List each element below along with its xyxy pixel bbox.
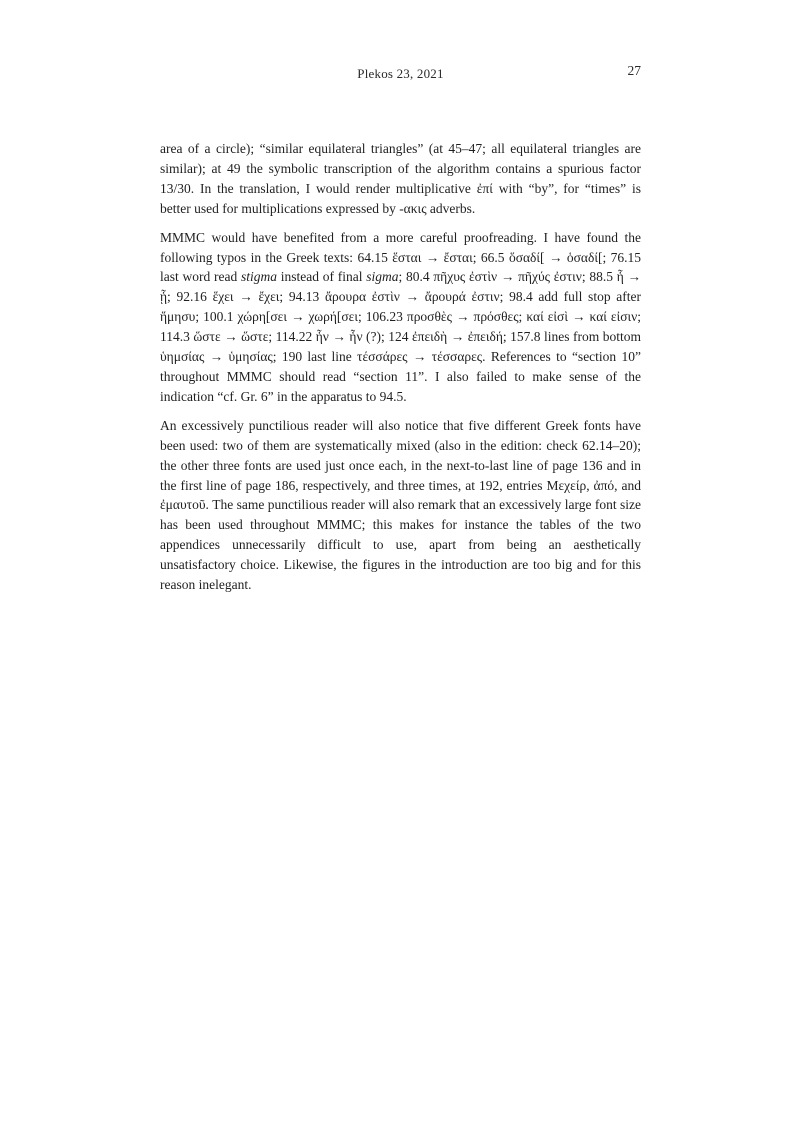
journal-reference: Plekos 23, 2021 <box>357 66 444 81</box>
italic-text-run: sigma <box>366 269 399 285</box>
text-run: MMMC would have benefited from a more careful proofreading. I have found the following typos in the Greek texts: 64.15 ἕσται → ἔσται; 66.5 ὅσαδί[ → ὁσαδί[; 76.15 last word read <box>160 229 641 285</box>
running-head <box>160 63 641 84</box>
paragraph <box>160 228 641 407</box>
italic-text-run: stigma <box>240 269 277 285</box>
text-run: instead of final <box>276 269 367 285</box>
page-number: 27 <box>627 63 641 78</box>
paragraph <box>160 139 641 219</box>
text-run: An excessively punctilious reader will also notice that five different Greek fonts have been used: two of them are systematically mixed (also in the edition: check 62.14–20); the other three fonts are used just once each, in the next-to-last line of page 136 and in the first line of page 186, respectively, and three times, at 192, entries Μεχείρ, ἀπό, and ἐμαυτοῦ. The same punctilious reader will also remark that an excessively large font size has been used throughout MMMC; this makes for instance the tables of the two appendices unnecessarily difficult to use, apart from being an aesthetically unsatisfactory choice. Likewise, the figures in the introduction are too big and for this reason inelegant. <box>160 417 641 593</box>
paragraph <box>160 416 641 595</box>
text-run: ; 80.4 πῆχυς ἐστὶν → πῆχύς ἐστιν; 88.5 ἧ → ᾗ; 92.16 ἕχει → ἔχει; 94.13 ἄρουρα ἐστὶν → ἄρουρά ἐστιν; 98.4 add full stop after ἥμησυ; 100.1 χώρη[σει → χωρή[σει; 106.23 προσθὲς → πρόσθες; καί εἰσὶ → καί εἰσιν; 114.3 ὥστε → ὥστε; 114.22 ἦν → ἦν (?); 124 ἐπειδὴ → ἐπειδή; 157.8 lines from bottom ὑημσίας → ὑμησίας; 190 last line τέσσάρες → τέσσαρες. References to “section 10” throughout MMMC should read “section 11”. I also failed to make sense of the indication “cf. Gr. 6” in the apparatus to 94.5. <box>160 269 641 404</box>
text-run: area of a circle); “similar equilateral triangles” (at 45–47; all equilateral triangles are similar); at 49 the symbolic transcription of the algorithm contains a spurious factor 13/30. In the translation, I would render multiplicative ἐπί with “by”, for “times” is better used for multiplications expressed by -ακις adverbs. <box>160 141 641 216</box>
article-body <box>160 139 641 595</box>
